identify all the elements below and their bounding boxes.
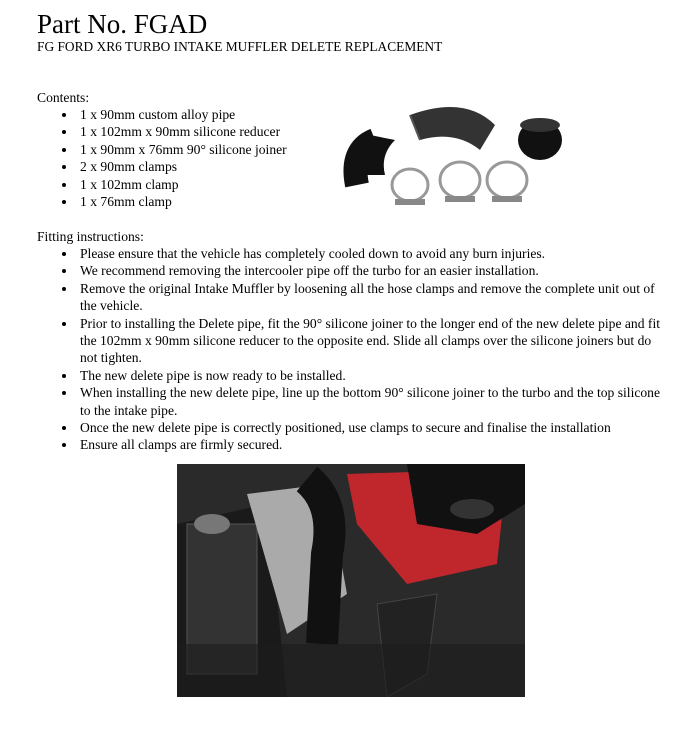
contents-heading: Contents:	[37, 90, 90, 105]
fitting-instructions-list	[62, 245, 662, 454]
list-item: 1 x 76mm clamp	[62, 193, 287, 210]
list-item: 1 x 102mm x 90mm silicone reducer	[62, 123, 287, 140]
list-item: 2 x 90mm clamps	[62, 158, 287, 175]
list-item: Remove the original Intake Muffler by loosening all the hose clamps and remove the complete unit out of the vehicle.	[62, 280, 662, 315]
list-item: When installing the new delete pipe, line up the bottom 90° silicone joiner to the turbo and the top silicone to the intake pipe.	[62, 384, 662, 419]
page-title: Part No. FGAD	[37, 9, 208, 39]
product-parts-photo	[335, 95, 567, 217]
page-subtitle: FG FORD XR6 TURBO INTAKE MUFFLER DELETE REPLACEMENT	[37, 39, 443, 54]
list-item: We recommend removing the intercooler pipe off the turbo for an easier installation.	[62, 262, 662, 279]
list-item: 1 x 90mm custom alloy pipe	[62, 106, 287, 123]
list-item: Please ensure that the vehicle has completely cooled down to avoid any burn injuries.	[62, 245, 662, 262]
list-item: 1 x 102mm clamp	[62, 176, 287, 193]
list-item: Prior to installing the Delete pipe, fit the 90° silicone joiner to the longer end of the new delete pipe and fit the 102mm x 90mm silicone reducer to the opposite end. Slide all clamps over the silicone joiners but do not tighten.	[62, 315, 662, 367]
list-item: 1 x 90mm x 76mm 90° silicone joiner	[62, 141, 287, 158]
contents-list	[62, 106, 287, 210]
engine-bay-photo	[177, 464, 525, 697]
list-item: Once the new delete pipe is correctly positioned, use clamps to secure and finalise the installation	[62, 419, 662, 436]
fitting-heading: Fitting instructions:	[37, 229, 144, 244]
list-item: The new delete pipe is now ready to be installed.	[62, 367, 662, 384]
list-item: Ensure all clamps are firmly secured.	[62, 436, 662, 453]
